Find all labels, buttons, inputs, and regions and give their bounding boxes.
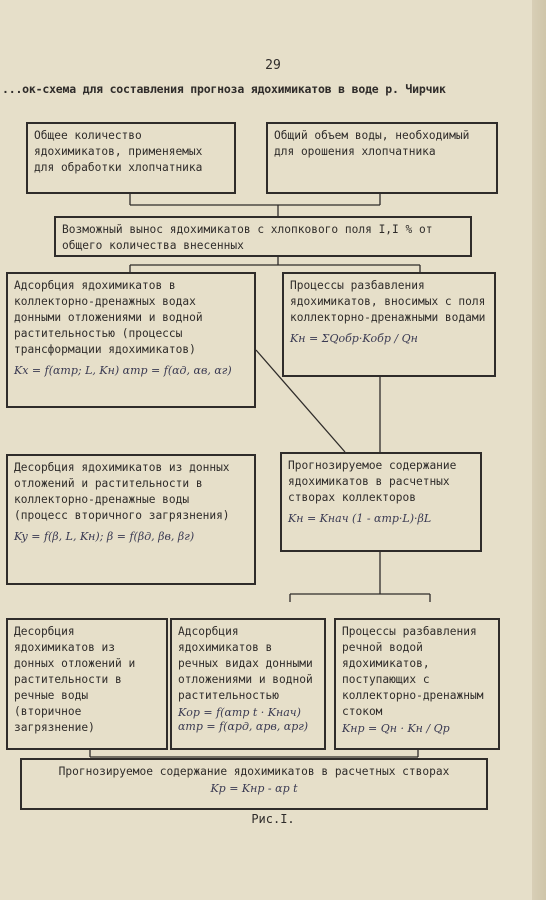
formula-adsorption-river-1: Kор = f(αтр t · Kнач) xyxy=(178,706,301,719)
formula-forecast-drain: Kн = Kнач (1 - αтр·L)·βL xyxy=(288,512,432,525)
formula-dilution-drain: Kн = ΣQобр·Kобр / Qн xyxy=(290,332,418,345)
box-forecast-drain xyxy=(280,452,482,552)
box-forecast-river xyxy=(20,758,488,810)
box-total-water-text: Общий объем воды, необходимый для орошения хлопчатника xyxy=(274,129,470,158)
box-adsorption-drain-text: Адсорбция ядохимикатов в коллекторно-дренажных водах донными отложениями и водной растительностью (процессы трансформации ядохимикатов) xyxy=(14,279,203,356)
box-dilution-river-text: Процессы разбавления речной водой ядохимикатов, поступающих с коллекторно-дренажным стоком xyxy=(342,625,484,718)
figure-caption: Рис.I. xyxy=(251,812,295,826)
formula-dilution-river: Kнр = Qн · Kн / Qр xyxy=(342,722,450,735)
diagram-title: ...ок-схема для составления прогноза ядохимикатов в воде р. Чирчик xyxy=(2,82,446,96)
box-dilution-river xyxy=(334,618,500,750)
box-possible-removal-text: Возможный вынос ядохимикатов с хлопкового поля I,I % от общего количества внесенных xyxy=(62,223,433,252)
box-desorption-river xyxy=(6,618,168,750)
box-total-chemicals xyxy=(26,122,236,194)
box-total-chemicals-text: Общее количество ядохимикатов, применяемых для обработки хлопчатника xyxy=(34,129,203,174)
page-number: 29 xyxy=(265,58,281,73)
box-desorption-drain-text: Десорбция ядохимикатов из донных отложений и растительности в коллекторно-дренажные воды (процесс вторичного загрязнения) xyxy=(14,461,230,522)
box-adsorption-drain xyxy=(6,272,256,408)
box-total-water xyxy=(266,122,498,194)
formula-adsorption-drain: Kx = f(αтр; L, Kн) αтр = f(αд, αв, αг) xyxy=(14,364,232,377)
box-adsorption-river xyxy=(170,618,326,750)
box-dilution-drain xyxy=(282,272,496,377)
box-adsorption-river-text: Адсорбция ядохимикатов в речных видах донными отложениями и водной растительностью xyxy=(178,625,313,702)
formula-desorption-drain: Ky = f(β, L, Kн); β = f(βд, βв, βг) xyxy=(14,530,195,543)
box-desorption-drain xyxy=(6,454,256,585)
box-forecast-river-text: Прогнозируемое содержание ядохимикатов в расчетных створах xyxy=(58,765,450,778)
box-desorption-river-text: Десорбция ядохимикатов из донных отложений и растительности в речные воды (вторичное загрязнение) xyxy=(14,625,136,734)
formula-adsorption-river-2: αтр = f(αрд, αрв, αрг) xyxy=(178,720,309,733)
box-possible-removal xyxy=(54,216,472,257)
formula-forecast-river: Kр = Kнр - αр t xyxy=(210,782,298,795)
box-dilution-drain-text: Процессы разбавления ядохимикатов, вносимых с поля коллекторно-дренажными водами xyxy=(290,279,486,324)
box-forecast-drain-text: Прогнозируемое содержание ядохимикатов в расчетных створах коллекторов xyxy=(288,459,457,504)
